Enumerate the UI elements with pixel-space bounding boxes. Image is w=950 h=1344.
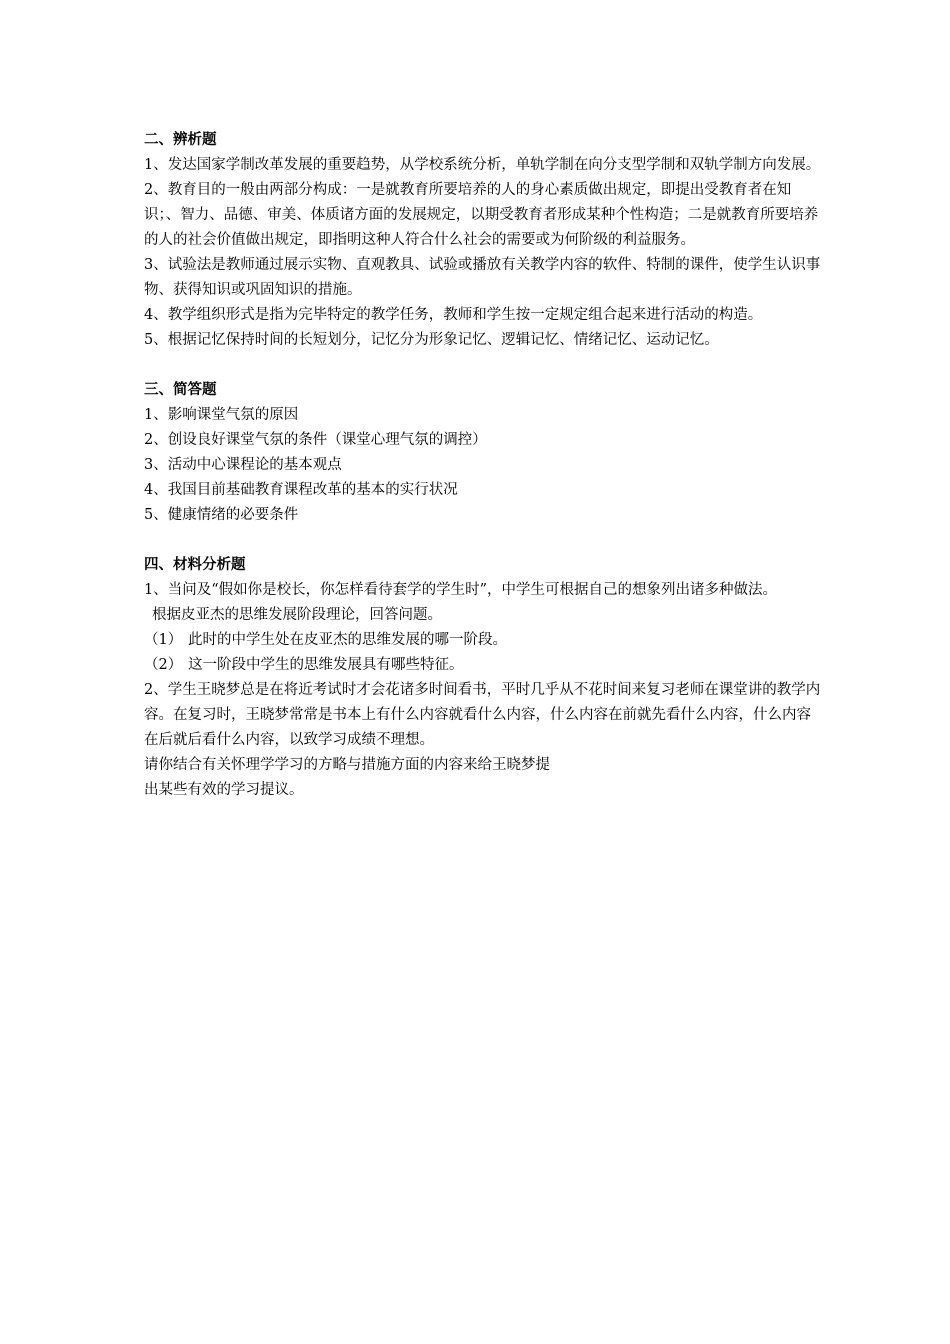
sub-question-number: （1）	[144, 632, 183, 648]
section-heading: 四、材料分析题	[144, 557, 246, 573]
question-1: 1、当问及“假如你是校长，你怎样看待套学的学生时”，中学生可根据自己的想象列出诸多种做法。	[144, 582, 778, 598]
list-item: 4、我国目前基础教育课程改革的基本的实行状况	[144, 482, 458, 498]
list-item: 5、根据记忆保持时间的长短划分，记忆分为形象记忆、逻辑记忆、情绪记忆、运动记忆。	[144, 332, 719, 348]
sub-question-1	[144, 628, 824, 653]
question-2-request-line-1: 请你结合有关怀理学学习的方略与措施方面的内容来给王晓梦提	[144, 757, 550, 773]
question-2: 2、学生王晓梦总是在将近考试时才会花诸多时间看书，平时几乎从不花时间来复习老师在课堂讲的教学内容。在复习时，王晓梦常常是书本上有什么内容就看什么内容，什么内容在前就先看什么内容，什么内容在后就后看什么内容，以致学习成绩不理想。	[144, 682, 821, 748]
list-item: 3、活动中心课程论的基本观点	[144, 457, 342, 473]
list-item: 4、教学组织形式是指为完毕特定的教学任务，教师和学生按一定规定组合起来进行活动的构造。	[144, 307, 763, 323]
document-body	[144, 128, 824, 803]
list-item: 2、创设良好课堂气氛的条件（课堂心理气氛的调控）	[144, 432, 487, 448]
list-item: 5、健康情绪的必要条件	[144, 507, 299, 523]
list-item: 1、发达国家学制改革发展的重要趋势，从学校系统分析，单轨学制在向分支型学制和双轨学制方向发展。	[144, 157, 821, 173]
list-item: 1、影响课堂气氛的原因	[144, 407, 299, 423]
sub-question-text: 此时的中学生处在皮亚杰的思维发展的哪一阶段。	[188, 632, 507, 648]
section-material-analysis	[144, 553, 824, 803]
list-item: 2、教育目的一般由两部分构成：一是就教育所要培养的人的身心素质做出规定，即提出受教育者在知识；、智力、品德、审美、体质诸方面的发展规定，以期受教育者形成某种个性构造；二是就教育所要培养的人的社会价值做出规定，即指明这种人符合什么社会的需要或为何阶级的利益服务。	[144, 182, 819, 248]
question-2-request-line-2: 出某些有效的学习提议。	[144, 782, 304, 798]
sub-question-text: 这一阶段中学生的思维发展具有哪些特征。	[188, 657, 464, 673]
list-item: 3、试验法是教师通过展示实物、直观教具、试验或播放有关教学内容的软件、特制的课件，使学生认识事物、获得知识或巩固知识的措施。	[144, 257, 821, 298]
section-heading: 二、辨析题	[144, 132, 217, 148]
section-heading: 三、简答题	[144, 382, 217, 398]
sub-question-2	[144, 653, 824, 678]
section-short-answer	[144, 378, 824, 528]
question-1-prompt: 根据皮亚杰的思维发展阶段理论，回答问题。	[152, 607, 442, 623]
sub-question-number: （2）	[144, 657, 183, 673]
section-analysis	[144, 128, 824, 353]
